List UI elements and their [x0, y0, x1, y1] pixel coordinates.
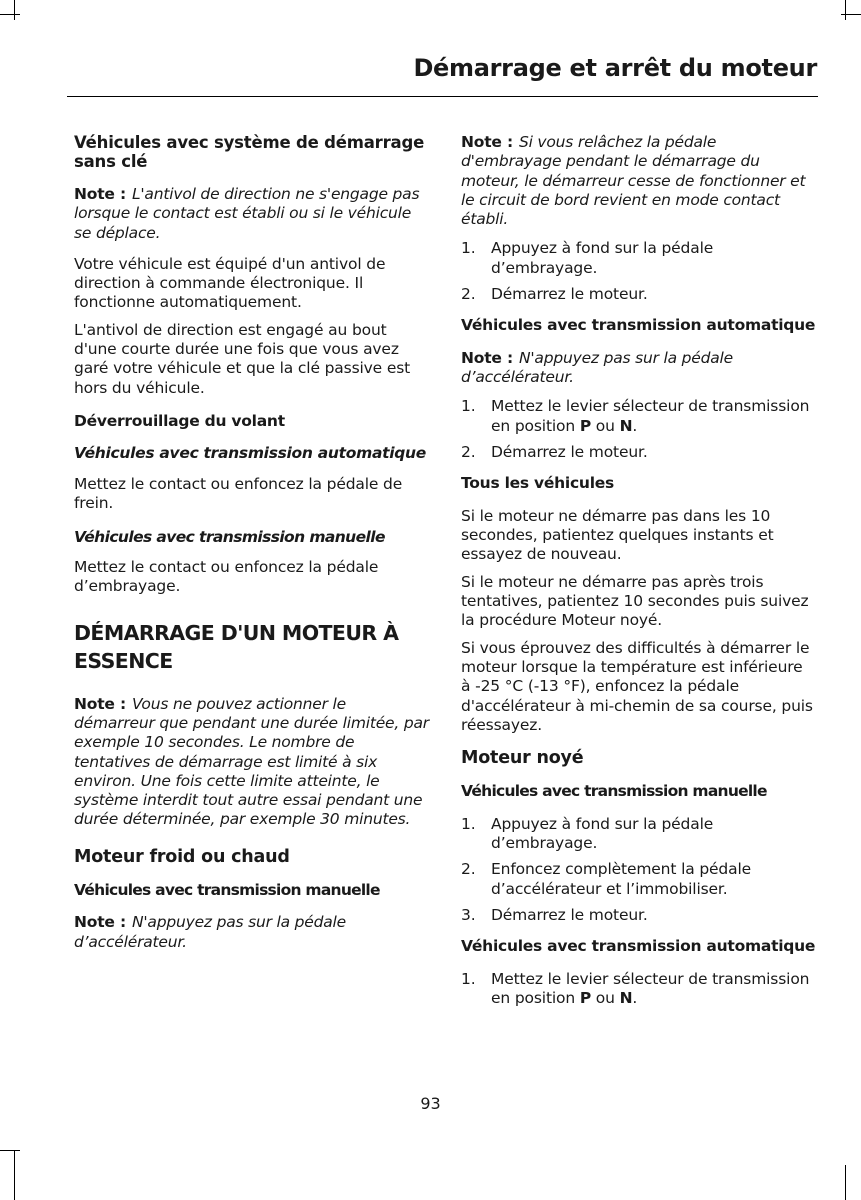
heading-unlock-wheel: Déverrouillage du volant [74, 411, 285, 430]
list-item: 1. Mettez le levier sélecteur de transmission en position P ou N. [461, 969, 810, 1007]
crop-mark-top-left-h [0, 14, 20, 15]
note-text: L'antivol de direction ne s'engage pas lorsque le contact est établi ou si le véhicule se déplace. [74, 185, 420, 242]
crop-mark-bottom-right-v [845, 1165, 846, 1200]
paragraph-cold-temperature: Si vous éprouvez des difficultés à démarrer le moteur lorsque la température est inférieure à -25 °C (-13 °F), enfoncez la pédale d'accélérateur à mi-chemin de sa course, puis réessayez. [461, 638, 813, 734]
paragraph-three-attempts: Si le moteur ne démarre pas après trois tentatives, patientez 10 secondes puis suivez la procédure Moteur noyé. [461, 572, 809, 630]
note-text: N'appuyez pas sur la pédale d’accélérateur. [74, 913, 346, 951]
list-item: 1. Mettez le levier sélecteur de transmission en position P ou N. [461, 397, 810, 435]
heading-automatic-transmission-2: Véhicules avec transmission automatique [461, 937, 816, 956]
list-item: 1. Appuyez à fond sur la pédale d’embrayage. [461, 239, 714, 277]
heading-flooded-engine: Moteur noyé [461, 748, 584, 769]
list-item: 3. Démarrez le moteur. [461, 905, 648, 924]
heading-petrol-start: DÉMARRAGE D'UN MOTEUR À ESSENCE [74, 620, 399, 673]
list-item: 2. Enfoncez complètement la pédale d’accélérateur et l’immobiliser. [461, 860, 752, 898]
steps-manual-start [461, 239, 816, 304]
crop-mark-top-right-h [841, 14, 861, 15]
note-label: Note : [461, 133, 513, 151]
heading-automatic-transmission: Véhicules avec transmission automatique [74, 444, 426, 463]
note-no-accelerator [461, 349, 816, 388]
paragraph-manual-unlock: Mettez le contact ou enfoncez la pédale d’embrayage. [74, 558, 379, 596]
right-column [461, 133, 816, 1016]
steps-automatic-start [461, 397, 816, 462]
header-divider [67, 96, 818, 97]
note-label: Note : [74, 185, 126, 203]
heading-keyless-vehicles: Véhicules avec système de démarrage sans clé [74, 133, 425, 171]
note-text: Si vous relâchez la pédale d'embrayage pendant le démarrage du moteur, le démarreur cesse de fonctionner et le circuit de bord revient en mode contact établi. [461, 133, 806, 229]
crop-mark-bottom-left-v [14, 1150, 15, 1200]
note-steering-lock [74, 185, 429, 243]
left-column [74, 133, 429, 964]
note-label: Note : [461, 348, 513, 367]
list-item: 1. Appuyez à fond sur la pédale d’embrayage. [461, 814, 714, 852]
list-item: 2. Démarrez le moteur. [461, 285, 648, 304]
heading-manual-transmission: Véhicules avec transmission manuelle [74, 527, 385, 546]
steps-flooded-automatic [461, 970, 816, 1009]
paragraph-steering-lock-equipped: Votre véhicule est équipé d'un antivol de direction à commande électronique. Il fonctionne automatiquement. [74, 254, 386, 312]
paragraph-automatic-unlock: Mettez le contact ou enfoncez la pédale de frein. [74, 474, 403, 513]
note-label: Note : [74, 913, 126, 932]
list-item: 2. Démarrez le moteur. [461, 443, 648, 462]
heading-all-vehicles: Tous les véhicules [461, 474, 615, 493]
note-text: N'appuyez pas sur la pédale d’accélérateur. [461, 348, 733, 387]
paragraph-retry: Si le moteur ne démarre pas dans les 10 secondes, patientez quelques instants et essayez de nouveau. [461, 506, 774, 564]
note-clutch-release [461, 133, 816, 229]
heading-manual-transmission-2: Véhicules avec transmission manuelle [74, 880, 380, 899]
heading-manual-transmission: Véhicules avec transmission manuelle [461, 782, 767, 801]
page-number: 93 [420, 1094, 441, 1113]
crop-mark-bottom-left-h [0, 1150, 20, 1151]
heading-cold-or-hot-engine: Moteur froid ou chaud [74, 846, 290, 867]
heading-automatic-transmission: Véhicules avec transmission automatique [461, 316, 816, 335]
page-title: Démarrage et arrêt du moteur [413, 54, 817, 82]
crop-mark-top-right-v [845, 0, 846, 20]
note-text: Vous ne pouvez actionner le démarreur que pendant une durée limitée, par exemple 10 secondes. Le nombre de tentatives de démarrage est limité à six environ. Une fois cette limite atteinte, le système interdit tout autre essai pendant une durée déterminée, par exemple 30 minutes. [74, 694, 429, 829]
note-starter-limit [74, 695, 429, 830]
note-no-accelerator [74, 913, 429, 952]
crop-mark-top-left-v [14, 0, 15, 20]
note-label: Note : [74, 694, 126, 713]
paragraph-steering-lock-engaged: L'antivol de direction est engagé au bout d'une courte durée une fois que vous avez garé votre véhicule et que la clé passive est hors du véhicule. [74, 320, 411, 397]
steps-flooded-manual [461, 815, 816, 925]
